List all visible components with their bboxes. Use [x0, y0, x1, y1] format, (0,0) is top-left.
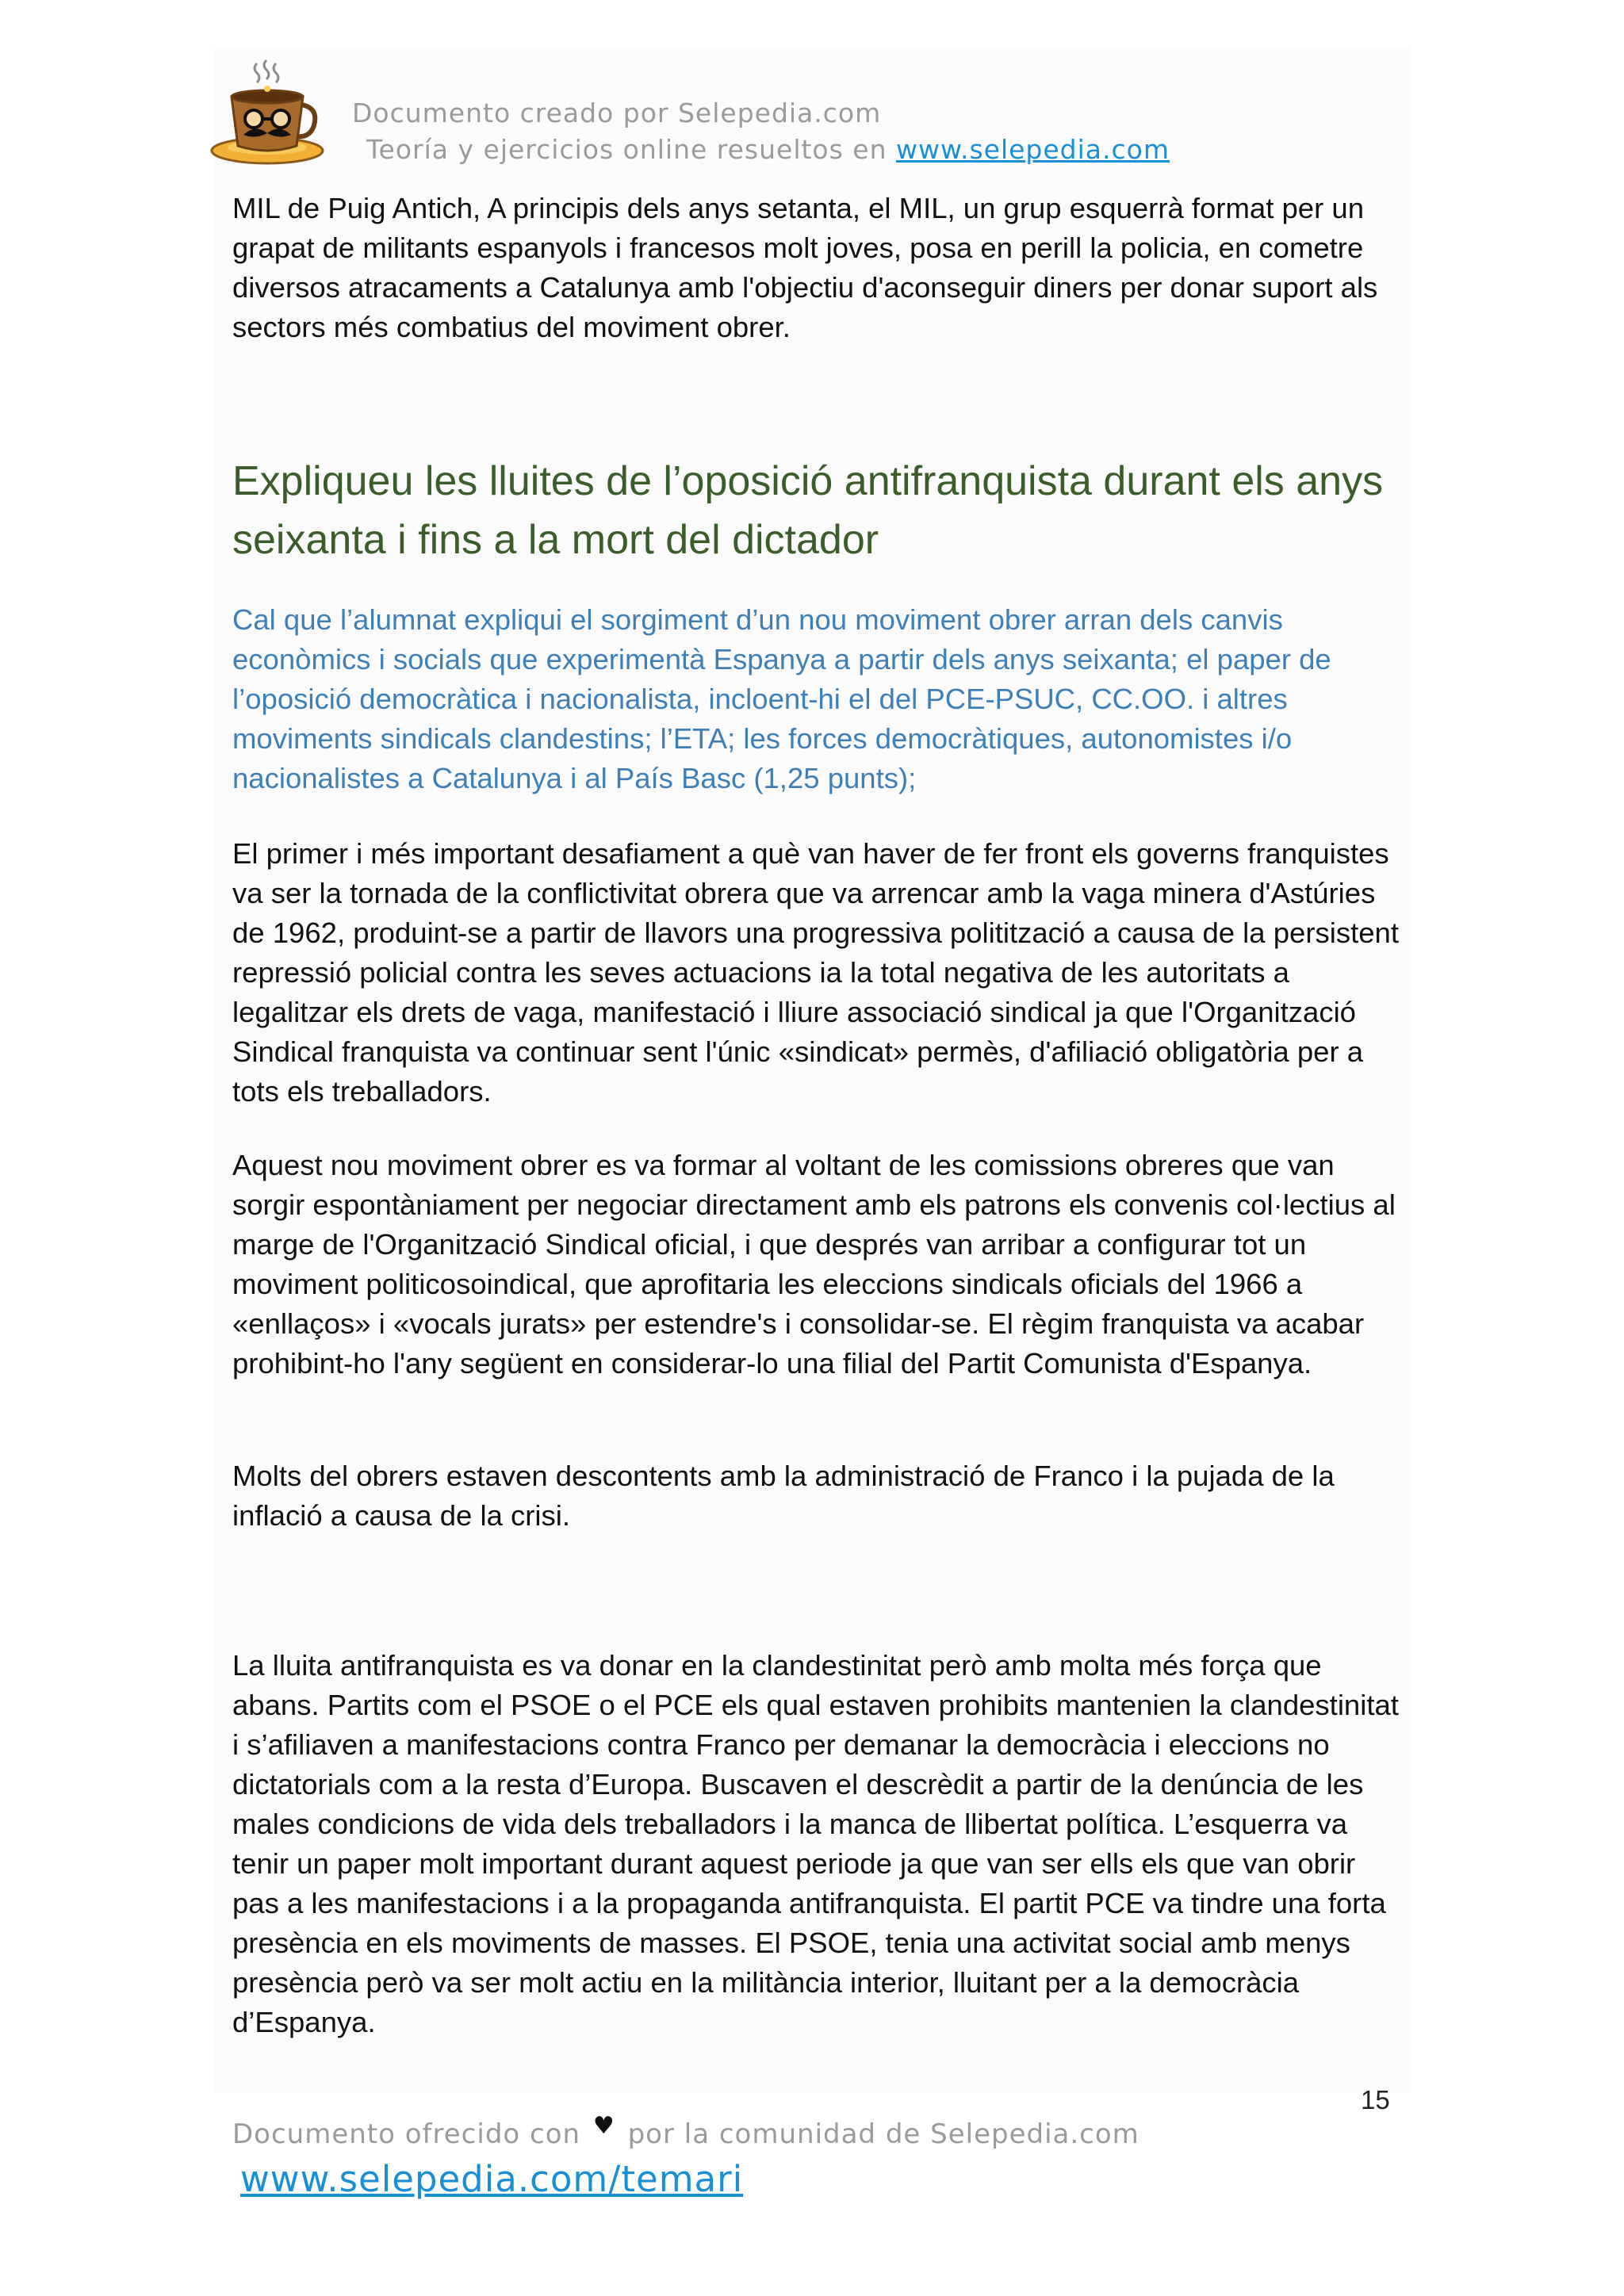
- body-paragraph-1: El primer i més important desafiament a què van haver de fer front els governs franquistes va ser la tornada de la conflictivitat obrera que va arrencar amb la vaga minera d'Astúries de 1962, produint-se a partir de llavors una progressiva politització a causa de la persistent repressió policial contra les seves actuacions ia la total negativa de les autoritats a legalitzar els drets de vaga, manifestació i lliure associació sindical ja que l'Organització Sindical franquista va continuar sent l'únic «sindicat» permès, d'afiliació obligatòria per a tots els treballadors.: [232, 837, 1399, 1108]
- selepedia-logo-icon: [208, 57, 327, 168]
- header-line-2: [352, 132, 1170, 168]
- rubric-paragraph: Cal que l’alumnat expliqui el sorgiment d’un nou moviment obrer arran dels canvis econòmics i socials que experimentà Espanya a partir dels anys seixanta; el paper de l’oposició democràtica i nacionalista, incloent-hi el del PCE-PSUC, CC.OO. i altres moviments sindicals clandestins; l’ETA; les forces democràtiques, autonomistes i/o nacionalistes a Catalunya i al País Basc (1,25 punts);: [232, 603, 1331, 794]
- section-heading: Expliqueu les lluites de l’oposició antifranquista durant els anys seixanta i fins a la mort del dictador: [232, 458, 1384, 563]
- header-link[interactable]: www.selepedia.com: [896, 134, 1170, 165]
- heart-icon: ♥: [592, 2112, 615, 2140]
- header-line-2-prefix: Teoría y ejercicios online resueltos en: [366, 134, 897, 165]
- footer-credit: [232, 2112, 1139, 2150]
- footer-link[interactable]: www.selepedia.com/temari: [240, 2158, 744, 2200]
- page-number: 15: [1361, 2085, 1390, 2114]
- header: [352, 95, 1170, 168]
- header-line-1: Documento creado por Selepedia.com: [352, 98, 882, 128]
- footer-prefix: Documento ofrecido con: [232, 2118, 581, 2150]
- body-paragraph-4: La lluita antifranquista es va donar en la clandestinitat però amb molta més força que abans. Partits com el PSOE o el PCE els qual estaven prohibits mantenien la clandestinitat i s’afiliaven a manifestacions contra Franco per demanar la democràcia i eleccions no dictatorials com a la resta d’Europa. Buscaven el descrèdit a partir de la denúncia de les males condicions de vida dels treballadors i la manca de llibertat política. L’esquerra va tenir un paper molt important durant aquest periode ja que van ser ells els que van obrir pas a les manifestacions i a la propaganda antifranquista. El partit PCE va tindre una forta presència en els moviments de masses. El PSOE, tenia una activitat social amb menys presència però va ser molt actiu en la militància interior, lluitant per a la democràcia d’Espanya.: [232, 1649, 1399, 2038]
- intro-paragraph: MIL de Puig Antich, A principis dels anys setanta, el MIL, un grup esquerrà format per un grapat de militants espanyols i francesos molt joves, posa en perill la policia, en cometre diversos atracaments a Catalunya amb l'objectiu d'aconseguir diners per donar suport als sectors més combatius del moviment obrer.: [232, 192, 1378, 343]
- body-paragraph-3: Molts del obrers estaven descontents amb la administració de Franco i la pujada de la inflació a causa de la crisi.: [232, 1460, 1335, 1532]
- body-paragraph-2: Aquest nou moviment obrer es va formar al voltant de les comissions obreres que van sorgir espontàniament per negociar directament amb els patrons els convenis col·lectius al marge de l'Organització Sindical oficial, i que després van arribar a configurar tot un moviment politicosoindical, que aprofitaria les eleccions sindicals oficials del 1966 a «enllaços» i «vocals jurats» per estendre's i consolidar-se. El règim franquista va acabar prohibint-ho l'any següent en considerar-lo una filial del Partit Comunista d'Espanya.: [232, 1149, 1396, 1380]
- footer-suffix: por la comunidad de Selepedia.com: [627, 2118, 1139, 2150]
